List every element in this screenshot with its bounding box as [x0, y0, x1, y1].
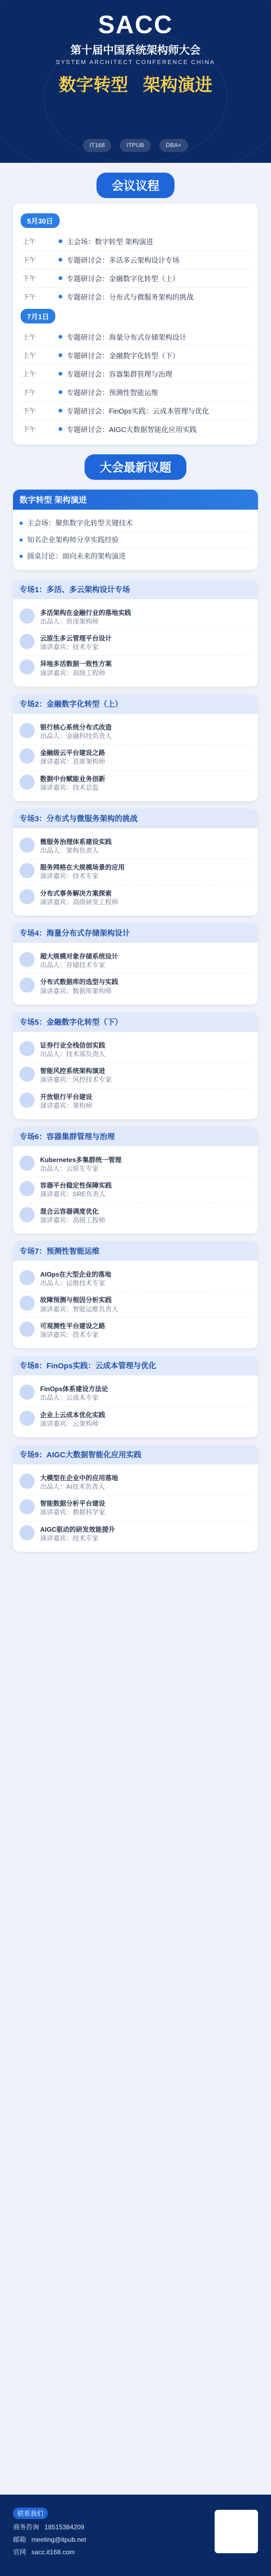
track-title[interactable]: 专场7：预测性智能运维 [13, 1241, 258, 1261]
track-card [13, 1356, 258, 1437]
agenda-time: 下午 [23, 293, 36, 301]
talk-meta: 演讲嘉宾：高级研发工程师 [40, 898, 119, 906]
news-item[interactable] [20, 532, 251, 549]
bullet-icon [20, 522, 23, 525]
speaker-text [40, 634, 112, 651]
speaker-text [40, 1270, 111, 1287]
talk-meta: 演讲嘉宾：云架构师 [40, 1419, 99, 1427]
bullet-icon [59, 239, 62, 243]
avatar [20, 1474, 35, 1489]
agenda-title: 会议议程 [96, 173, 175, 198]
bullet-icon [59, 372, 62, 376]
talk-meta: 出品人：金融科技负责人 [40, 732, 112, 740]
agenda-card [13, 204, 258, 445]
talk-meta: 出品人：AI技术负责人 [40, 1483, 105, 1491]
avatar [20, 608, 35, 624]
speaker-text [40, 1067, 112, 1084]
speaker-row[interactable] [20, 974, 251, 999]
track-card [13, 1127, 258, 1234]
agenda-label: 专题研讨会：多活多云架构设计专场 [67, 256, 180, 264]
speaker-text [40, 837, 112, 855]
talk-title: 多活架构在金融行业的落地实践 [40, 608, 132, 617]
talk-title: 服务网格在大规模场景的应用 [40, 864, 125, 872]
avatar [20, 1270, 35, 1285]
hero-banner [0, 0, 271, 163]
talk-meta: 演讲嘉宾：技术专家 [40, 1330, 99, 1338]
tracks-list [0, 580, 271, 1552]
track-card [13, 694, 258, 801]
agenda-label: 专题研讨会：FinOps实践：云成本管理与优化 [67, 407, 209, 415]
avatar [20, 1041, 35, 1056]
track-card [13, 580, 258, 687]
talk-title: 超大规模对象存储系统设计 [40, 953, 119, 961]
talk-title: 分布式事务解决方案探索 [40, 889, 112, 897]
speaker-row[interactable] [20, 1521, 251, 1546]
talk-title: AIGC驱动的研发效能提升 [40, 1525, 115, 1533]
talk-title: 微服务治理体系建设实践 [40, 837, 112, 846]
bullet-icon [59, 390, 62, 394]
hero-brand [0, 10, 271, 96]
contact-tag: 联系我们 [13, 2508, 48, 2519]
news-card [13, 490, 258, 570]
speaker-row[interactable] [20, 1407, 251, 1432]
speaker-text [40, 978, 118, 995]
agenda-header [13, 173, 258, 198]
speaker-row[interactable] [20, 605, 251, 630]
speaker-row[interactable] [20, 771, 251, 796]
sponsor-badge: DBA+ [159, 139, 188, 152]
speaker-text [40, 1322, 105, 1339]
speaker-row[interactable] [20, 1381, 251, 1406]
talk-title: 金融级云平台建设之路 [40, 749, 106, 757]
speaker-row[interactable] [20, 1152, 251, 1177]
avatar [20, 1207, 35, 1222]
day2-date: 7月1日 [21, 309, 55, 323]
speaker-row[interactable] [20, 745, 251, 770]
avatar [20, 1385, 35, 1400]
speaker-row[interactable] [20, 834, 251, 859]
agenda-label: 专题研讨会：分布式与微服务架构的挑战 [67, 293, 194, 301]
track-title[interactable]: 专场3：分布式与微服务架构的挑战 [13, 809, 258, 828]
talk-title: 数据中台赋能业务创新 [40, 775, 106, 783]
talk-title: 智能数据分析平台建设 [40, 1500, 106, 1508]
slogan-right: 架构演进 [143, 74, 212, 95]
news-item-text: 圆桌讨论：面向未来的架构演进 [27, 552, 126, 561]
talk-meta: 出品人：资深架构师 [40, 617, 99, 625]
bullet-icon [59, 258, 62, 262]
talk-title: 企业上云成本优化实践 [40, 1411, 106, 1419]
speaker-text [40, 1525, 115, 1543]
talk-meta: 演讲嘉宾：风控技术专家 [40, 1076, 112, 1084]
track-title[interactable]: 专场6：容器集群管理与治理 [13, 1127, 258, 1146]
agenda-row[interactable] [21, 420, 250, 438]
speaker-row[interactable] [20, 885, 251, 910]
talk-title: 分布式数据库的选型与实践 [40, 978, 119, 986]
track-body [13, 828, 258, 916]
bullet-icon [20, 538, 23, 542]
talk-meta: 出品人：云成本专家 [40, 1394, 99, 1402]
talk-title: 容器平台稳定性保障实践 [40, 1182, 112, 1190]
talk-title: 可观测性平台建设之路 [40, 1322, 106, 1330]
talk-title: AIOps在大型企业的落地 [40, 1271, 112, 1279]
track-card [13, 1241, 258, 1348]
track-title[interactable]: 专场5：金融数字化转型（下） [13, 1012, 258, 1032]
news-title: 大会最新议题 [85, 454, 186, 480]
avatar [20, 889, 35, 904]
track-body [13, 599, 258, 687]
track-body [13, 1375, 258, 1437]
phone-value[interactable]: 18515384209 [44, 2523, 85, 2531]
talk-title: 云原生多云管理平台设计 [40, 635, 112, 643]
speaker-text [40, 608, 131, 626]
track-card [13, 923, 258, 1005]
talk-meta: 演讲嘉宾：技术专家 [40, 1534, 99, 1542]
qr-code-icon [215, 2510, 258, 2553]
track-body [13, 1464, 258, 1552]
talk-title: 大模型在企业中的应用落地 [40, 1474, 119, 1482]
speaker-text [40, 1181, 112, 1198]
brand-subtitle: 第十届中国系统架构师大会 [70, 45, 201, 56]
speaker-row[interactable] [20, 1495, 251, 1521]
speaker-row[interactable] [20, 1037, 251, 1063]
talk-meta: 演讲嘉宾：智能运维负责人 [40, 1305, 119, 1313]
speaker-row[interactable] [20, 1292, 251, 1317]
agenda-row[interactable] [21, 365, 250, 383]
track-body [13, 1261, 258, 1348]
site-value[interactable]: sacc.it168.com [31, 2548, 75, 2556]
speaker-row[interactable] [20, 1177, 251, 1203]
speaker-row[interactable] [20, 1089, 251, 1114]
speaker-text [40, 1296, 118, 1313]
speaker-row[interactable] [20, 1203, 251, 1228]
speaker-text [40, 1093, 92, 1110]
sponsor-badge: IT168 [83, 139, 111, 152]
news-lead-title: 数字转型 架构演进 [13, 490, 258, 510]
news-header [13, 454, 258, 480]
avatar [20, 1296, 35, 1311]
speaker-text [40, 723, 112, 740]
track-body [13, 714, 258, 801]
talk-title: 异地多活数据一致性方案 [40, 660, 112, 668]
avatar [20, 723, 35, 738]
talk-meta: 演讲嘉宾：架构师 [40, 1101, 93, 1109]
avatar [20, 1067, 35, 1082]
track-title[interactable]: 专场4：海量分布式存储架构设计 [13, 923, 258, 943]
avatar [20, 952, 35, 967]
agenda-row[interactable] [21, 288, 250, 306]
news-item-text: 知名企业架构师分享实践经验 [27, 535, 119, 544]
track-card [13, 1445, 258, 1552]
avatar [20, 1525, 35, 1540]
agenda-label: 主会场：数字转型 架构演进 [67, 238, 153, 246]
talk-meta: 演讲嘉宾：技术专家 [40, 643, 99, 651]
news-body [13, 510, 258, 570]
news-item[interactable] [20, 515, 251, 532]
agenda-label: 专题研讨会：金融数字化转型（上） [67, 275, 180, 283]
day1-date: 5月30日 [21, 213, 60, 228]
track-body [13, 1146, 258, 1234]
agenda-row[interactable] [21, 251, 250, 269]
sponsor-badge: ITPUB [120, 139, 150, 152]
agenda-row[interactable] [21, 232, 250, 251]
brand-english: SYSTEM ARCHITECT CONFERENCE CHINA [56, 59, 215, 66]
site-label: 官网 [13, 2548, 27, 2556]
agenda-label: 专题研讨会：金融数字化转型（下） [67, 352, 180, 360]
avatar [20, 978, 35, 993]
speaker-row[interactable] [20, 656, 251, 681]
talk-meta: 出品人：架构负责人 [40, 847, 99, 855]
speaker-row[interactable] [20, 630, 251, 656]
avatar [20, 775, 35, 790]
track-body [13, 943, 258, 1005]
agenda-time: 下午 [23, 389, 36, 396]
agenda-time: 上午 [23, 333, 36, 341]
talk-meta: 出品人：运维技术专家 [40, 1279, 106, 1287]
agenda-label: 专题研讨会：海量分布式存储架构设计 [67, 333, 187, 341]
speaker-text [40, 1156, 121, 1173]
speaker-text [40, 889, 118, 906]
track-title[interactable]: 专场1：多活、多云架构设计专场 [13, 580, 258, 599]
bullet-icon [59, 409, 62, 413]
track-title[interactable]: 专场9：AIGC大数据智能化应用实践 [13, 1445, 258, 1464]
track-card [13, 1012, 258, 1119]
avatar [20, 659, 35, 675]
avatar [20, 1156, 35, 1171]
talk-meta: 演讲嘉宾：高级工程师 [40, 1216, 106, 1224]
speaker-text [40, 1207, 105, 1224]
speaker-text [40, 659, 112, 677]
agenda-time: 下午 [23, 426, 36, 433]
talk-meta: 演讲嘉宾：技术总监 [40, 783, 99, 791]
bullet-icon [59, 276, 62, 280]
talk-title: 银行核心系统分布式改造 [40, 723, 112, 731]
bullet-icon [59, 353, 62, 357]
avatar [20, 1322, 35, 1337]
track-title[interactable]: 专场8：FinOps实践：云成本管理与优化 [13, 1356, 258, 1375]
bullet-icon [59, 427, 62, 431]
avatar [20, 748, 35, 764]
sponsor-row [0, 139, 271, 152]
talk-meta: 出品人：存储技术专家 [40, 961, 106, 969]
talk-title: 混合云容器调度优化 [40, 1207, 99, 1215]
talk-title: FinOps体系建设方法论 [40, 1385, 108, 1393]
speaker-row[interactable] [20, 1063, 251, 1088]
talk-meta: 演讲嘉宾：数据科学家 [40, 1508, 106, 1517]
email-value[interactable]: meeting@itpub.net [31, 2535, 86, 2543]
talk-meta: 演讲嘉宾：数据库架构师 [40, 987, 112, 995]
bullet-icon [59, 335, 62, 339]
talk-meta: 演讲嘉宾：高级工程师 [40, 669, 106, 677]
phone-label: 商务咨询 [13, 2523, 40, 2531]
talk-meta: 出品人：云原生专家 [40, 1165, 99, 1173]
agenda-time: 下午 [23, 275, 36, 282]
speaker-row[interactable] [20, 719, 251, 745]
track-title[interactable]: 专场2：金融数字化转型（上） [13, 694, 258, 714]
email-label: 邮箱 [13, 2536, 27, 2543]
speaker-text [40, 1499, 105, 1517]
avatar [20, 1411, 35, 1426]
speaker-text [40, 952, 118, 969]
news-item-text: 主会场：聚焦数字化转型关键技术 [27, 519, 133, 527]
talk-meta: 出品人：技术部负责人 [40, 1050, 106, 1058]
speaker-row[interactable] [20, 1266, 251, 1292]
talk-title: 开放银行平台建设 [40, 1093, 93, 1101]
agenda-time: 下午 [23, 407, 36, 415]
speaker-text [40, 1041, 105, 1058]
speaker-row[interactable] [20, 948, 251, 974]
talk-title: 智能风控系统架构演进 [40, 1067, 106, 1075]
bullet-icon [20, 555, 23, 558]
talk-title: 证券行业全栈信创实践 [40, 1041, 106, 1049]
speaker-row[interactable] [20, 859, 251, 885]
talk-meta: 演讲嘉宾：技术专家 [40, 872, 99, 880]
speaker-text [40, 1411, 105, 1428]
avatar [20, 863, 35, 878]
talk-title: Kubernetes多集群统一管理 [40, 1156, 122, 1164]
speaker-text [40, 1474, 118, 1491]
agenda-time: 下午 [23, 256, 36, 264]
hero-slogan [0, 71, 271, 96]
speaker-row[interactable] [20, 1318, 251, 1343]
avatar [20, 837, 35, 853]
avatar [20, 1093, 35, 1108]
speaker-row[interactable] [20, 1470, 251, 1495]
speaker-text [40, 863, 125, 880]
agenda-row[interactable] [21, 383, 250, 402]
speaker-text [40, 775, 105, 792]
bullet-icon [59, 295, 62, 299]
footer [0, 2495, 271, 2576]
agenda-row[interactable] [21, 269, 250, 288]
agenda-label: 专题研讨会：预测性智能运维 [67, 389, 159, 397]
day2-list [21, 328, 250, 438]
agenda-row[interactable] [21, 346, 250, 365]
avatar [20, 1499, 35, 1514]
avatar [20, 1181, 35, 1196]
slogan-left: 数字转型 [59, 74, 128, 95]
brand-mark: SACC [98, 10, 173, 39]
speaker-text [40, 1385, 108, 1402]
agenda-label: 专题研讨会：容器集群管理与治理 [67, 370, 173, 378]
agenda-row[interactable] [21, 328, 250, 346]
agenda-row[interactable] [21, 402, 250, 420]
agenda-time: 上午 [23, 352, 36, 359]
talk-meta: 演讲嘉宾：SRE负责人 [40, 1190, 106, 1198]
day1-list [21, 232, 250, 306]
news-item[interactable] [20, 548, 251, 564]
talk-title: 故障预测与根因分析实践 [40, 1296, 112, 1304]
track-card [13, 809, 258, 916]
avatar [20, 634, 35, 649]
talk-meta: 演讲嘉宾：首席架构师 [40, 758, 106, 766]
agenda-time: 上午 [23, 238, 36, 245]
agenda-label: 专题研讨会：AIGC大数据智能化应用实践 [67, 426, 197, 434]
agenda-time: 上午 [23, 370, 36, 378]
track-body [13, 1032, 258, 1119]
speaker-text [40, 748, 105, 766]
